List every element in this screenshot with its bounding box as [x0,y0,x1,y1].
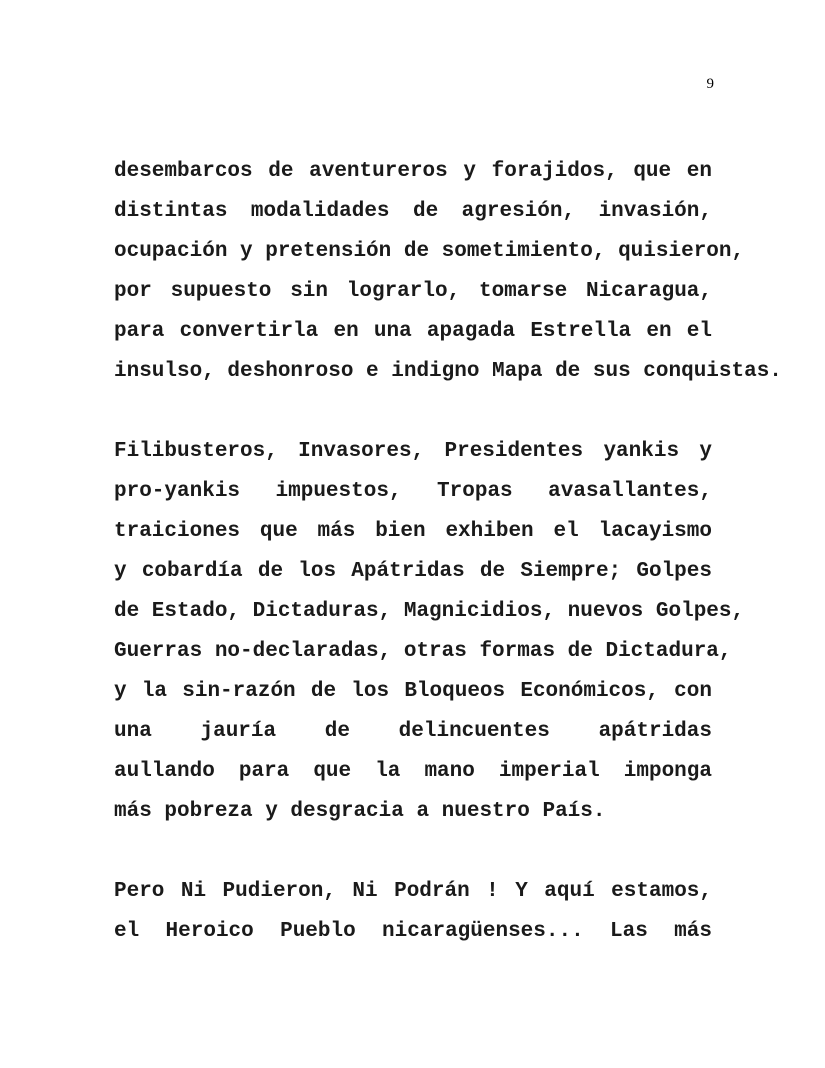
text-line: Guerras no-declaradas, otras formas de Dictadura, [114,640,732,663]
paragraph-2 [114,432,745,832]
paragraph-1 [114,152,782,392]
text-line: una jauría de delincuentes apátridas [114,720,712,743]
text-line: pro-yankis impuestos, Tropas avasallantes, [114,480,712,503]
text-line: para convertirla en una apagada Estrella en el [114,320,712,343]
text-line: distintas modalidades de agresión, invasión, [114,200,712,223]
body-text [114,152,782,992]
text-line: ocupación y pretensión de sometimiento, quisieron, [114,240,745,263]
paragraph-3 [114,872,712,952]
text-line: de Estado, Dictaduras, Magnicidios, nuevos Golpes, [114,600,745,623]
text-line: y la sin-razón de los Bloqueos Económicos, con [114,680,712,703]
page-number: 9 [706,76,714,92]
text-line: el Heroico Pueblo nicaragüenses... Las más [114,920,712,943]
text-line: más pobreza y desgracia a nuestro País. [114,800,606,823]
text-line: Filibusteros, Invasores, Presidentes yankis y [114,440,712,463]
text-line: aullando para que la mano imperial imponga [114,760,712,783]
text-line: Pero Ni Pudieron, Ni Podrán ! Y aquí estamos, [114,880,712,903]
text-line: y cobardía de los Apátridas de Siempre; Golpes [114,560,712,583]
text-line: insulso, deshonroso e indigno Mapa de sus conquistas. [114,360,782,383]
text-line: por supuesto sin lograrlo, tomarse Nicaragua, [114,280,712,303]
text-line: traiciones que más bien exhiben el lacayismo [114,520,712,543]
text-line: desembarcos de aventureros y forajidos, que en [114,160,712,183]
